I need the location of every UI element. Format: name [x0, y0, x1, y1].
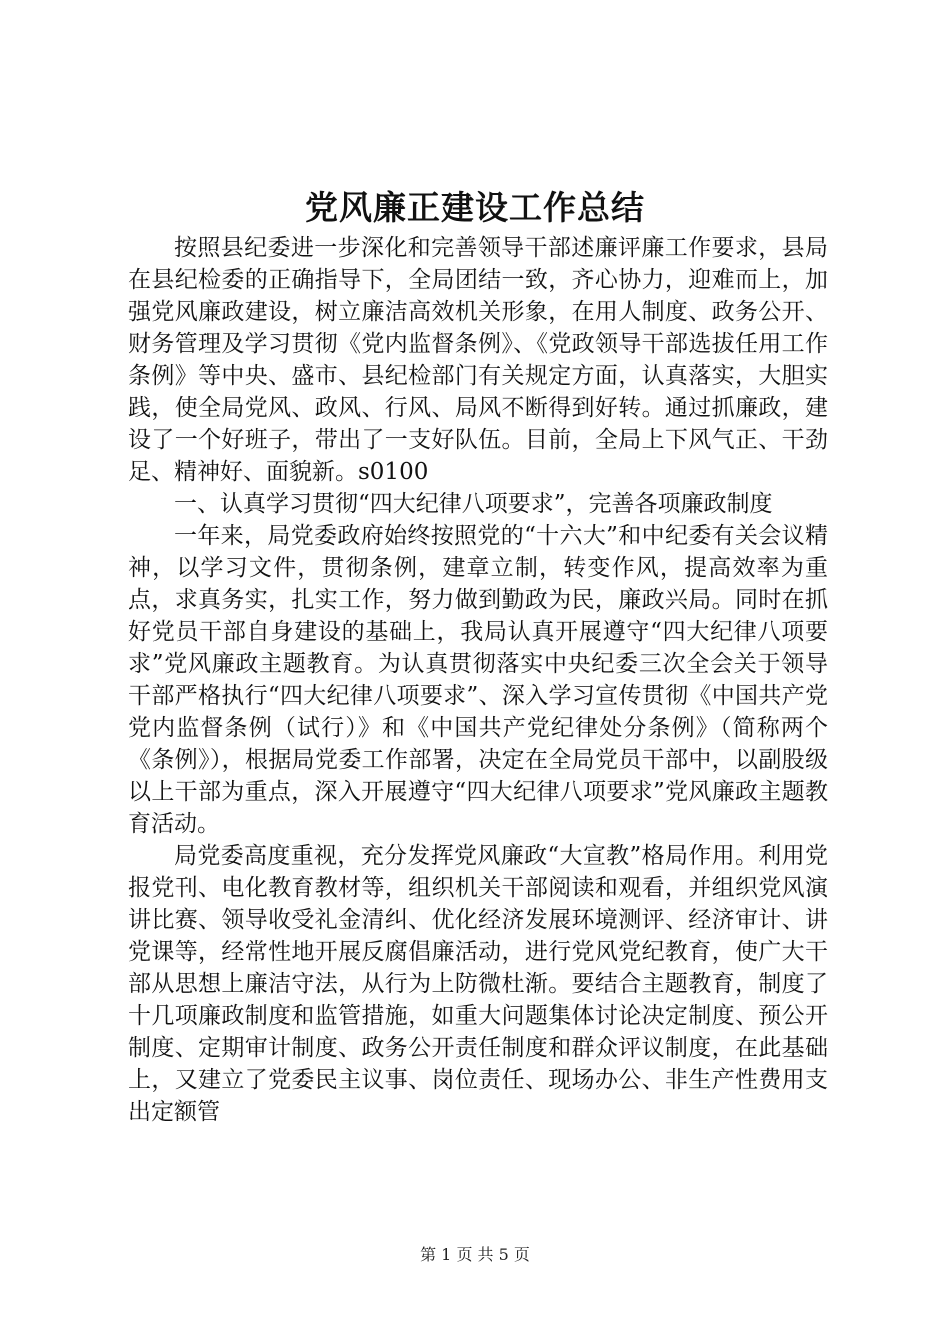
document-body [128, 232, 828, 1128]
page-number-footer: 第 1 页 共 5 页 [420, 1245, 530, 1264]
paragraph-section-1-cont: 局党委高度重视，充分发挥党风廉政“大宣教”格局作用。利用党报党刊、电化教育教材等，组织机关干部阅读和观看，并组织党风演讲比赛、领导收受礼金清纠、优化经济发展环境测评、经济审计、讲党课等，经常性地开展反腐倡廉活动，进行党风党纪教育，使广大干部从思想上廉洁守法，从行为上防微杜渐。要结合主题教育，制度了十几项廉政制度和监管措施，如重大问题集体讨论决定制度、预公开制度、定期审计制度、政务公开责任制度和群众评议制度，在此基础上，又建立了党委民主议事、岗位责任、现场办公、非生产性费用支出定额管 [128, 843, 828, 1125]
paragraph-intro: 按照县纪委进一步深化和完善领导干部述廉评廉工作要求，县局在县纪检委的正确指导下，全局团结一致，齐心协力，迎难而上，加强党风廉政建设，树立廉洁高效机关形象，在用人制度、政务公开、财务管理及学习贯彻《党内监督条例》、《党政领导干部选拔任用工作条例》等中央、盛市、县纪检部门有关规定方面，认真落实，大胆实践，使全局党风、政风、行风、局风不断得到好转。通过抓廉政，建设了一个好班子，带出了一支好队伍。目前，全局上下风气正、干劲足、精神好、面貌新。s0100 [128, 235, 828, 485]
document-title: 党风廉正建设工作总结 [305, 188, 645, 227]
section-heading-1: 一、认真学习贯彻“四大纪律八项要求”，完善各项廉政制度 [174, 491, 773, 517]
paragraph-section-1: 一年来，局党委政府始终按照党的“十六大”和中纪委有关会议精神，以学习文件，贯彻条例，建章立制，转变作风，提高效率为重点，求真务实，扎实工作，努力做到勤政为民，廉政兴局。同时在抓好党员干部自身建设的基础上，我局认真开展遵守“四大纪律八项要求”党风廉政主题教育。为认真贯彻落实中央纪委三次全会关于领导干部严格执行“四大纪律八项要求”、深入学习宣传贯彻《中国共产党党内监督条例（试行）》和《中国共产党纪律处分条例》（简称两个《条例》），根据局党委工作部署，决定在全局党员干部中，以副股级以上干部为重点，深入开展遵守“四大纪律八项要求”党风廉政主题教育活动。 [128, 523, 828, 837]
